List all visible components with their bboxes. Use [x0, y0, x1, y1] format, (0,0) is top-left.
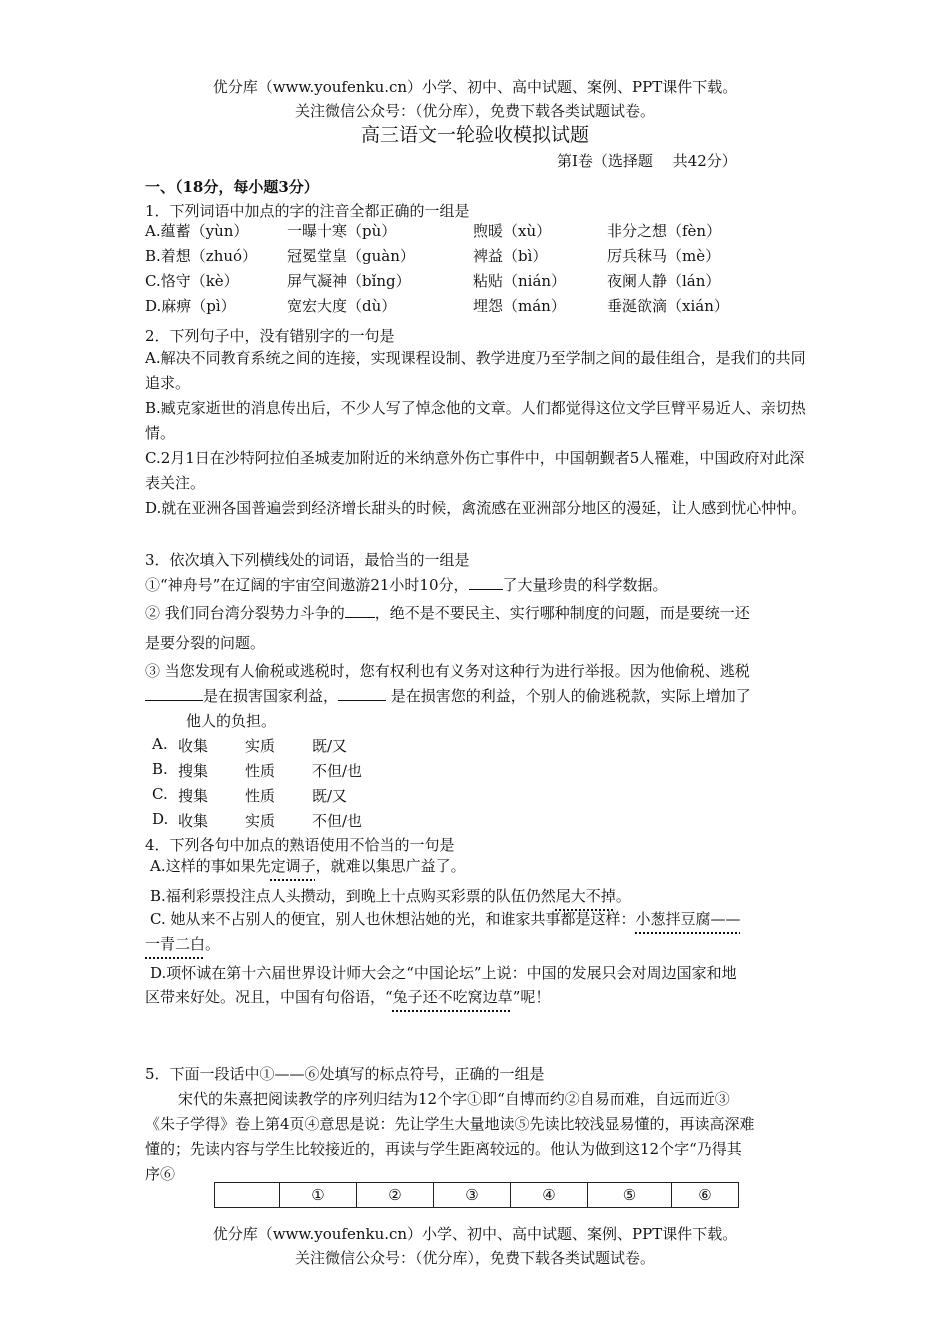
- q1-a-1: A.蕴蓄（yùn）: [145, 222, 249, 240]
- q3-s1-part-b: 了大量珍贵的科学数据。: [502, 576, 668, 594]
- table-cell: [215, 1183, 280, 1208]
- q3-sentence-2: [145, 602, 750, 623]
- q3-blank-1: [469, 589, 503, 590]
- table-cell: ②: [357, 1183, 434, 1208]
- q3-choice-d-3: 不但/也: [312, 812, 363, 830]
- footer-line-2: 关注微信公众号：（优分库），免费下载各类试题试卷。: [294, 1249, 655, 1267]
- q4-a-text-1: A.这样的事如果先: [150, 857, 271, 875]
- q3-blank-4: [338, 700, 386, 701]
- q1-d-4: 垂涎欲滴（xián）: [607, 297, 729, 315]
- q1-d-1: D.麻痹（pì）: [145, 297, 236, 315]
- q1-d-3: 埋怨（mán）: [473, 297, 566, 315]
- q3-choice-a-3: 既/又: [312, 737, 348, 755]
- q4-d-idiom: 兔子还不吃窝边草: [392, 988, 513, 1006]
- q4-option-c: [150, 908, 741, 929]
- q3-choice-a-1: 收集: [178, 737, 209, 755]
- q3-s3-part-b: 是在损害国家利益，: [203, 687, 339, 705]
- q1-a-3: 煦暖（xù）: [473, 222, 552, 240]
- q2-option-d: D.就在亚洲各国普遍尝到经济增长甜头的时候，禽流感在亚洲部分地区的漫延，让人感到忧心忡忡。: [145, 499, 807, 517]
- q3-s3-line-1: ③ 当您发现有人偷税或逃税时，您有权利也有义务对这种行为进行举报。因为他偷税、逃税: [145, 662, 750, 680]
- table-cell: ①: [280, 1183, 357, 1208]
- q5-stem: 5．下面一段话中①——⑥处填写的标点符号，正确的一组是: [145, 1065, 545, 1083]
- q4-d-text-4: ”呢！: [512, 988, 551, 1006]
- table-cell: ⑤: [588, 1183, 672, 1208]
- q1-c-3: 粘贴（nián）: [473, 272, 567, 290]
- header-line-2: 关注微信公众号：（优分库），免费下载各类试题试卷。: [294, 102, 655, 120]
- q5-passage-line-4: 序⑥: [145, 1165, 176, 1183]
- q4-a-text-3: ，就难以集思广益了。: [315, 857, 466, 875]
- q3-blank-3: [145, 700, 203, 701]
- q3-choice-d-2: 实质: [245, 812, 276, 830]
- table-cell: ⑥: [672, 1183, 739, 1208]
- q3-choice-d-label: D.: [152, 810, 169, 828]
- q3-choice-d-1: 收集: [178, 812, 209, 830]
- q2-option-a: A.解决不同教育系统之间的连接，实现课程设制、教学进度乃至学制之间的最佳组合，是我们的共同追求。: [145, 349, 806, 392]
- q5-passage-line-3: 懂的；先读内容与学生比较接近的，再读与学生距离较远的。他认为做到这12个字“乃得其: [145, 1140, 742, 1158]
- q5-passage-line-1: 宋代的朱熹把阅读教学的序列归结为12个字①即“自博而约②自易而难，自远而近③: [178, 1090, 730, 1108]
- page-title: 高三语文一轮验收模拟试题: [360, 124, 589, 146]
- q2-stem: 2．下列句子中，没有错别字的一句是: [145, 327, 395, 345]
- q4-option-b: [150, 885, 631, 906]
- q3-s3-part-c: 是在损害您的利益，个别人的偷逃税款，实际上增加了: [386, 687, 751, 705]
- section-heading: 一、（18分，每小题3分）: [145, 178, 319, 196]
- q5-answer-table: [214, 1182, 739, 1208]
- q3-choice-b-2: 性质: [245, 762, 276, 780]
- q4-c-text-4: 。: [205, 935, 221, 953]
- q3-s2-cont: 是要分裂的问题。: [145, 634, 266, 652]
- q4-option-d-cont: [145, 986, 550, 1007]
- q4-c-text-1: C. 她从来不占别人的便宜，别人也休想沾她的光，和谁家共事都是这样：: [150, 910, 636, 928]
- table-cell: ③: [434, 1183, 511, 1208]
- q3-s3-line-2: [145, 685, 751, 706]
- q4-d-text-2: 区带来好处。况且，中国有句俗语，“: [145, 988, 393, 1006]
- q3-choice-c-2: 性质: [245, 787, 276, 805]
- q3-choice-c-1: 搜集: [178, 787, 209, 805]
- q3-s2-part-a: ② 我们同台湾分裂势力斗争的: [145, 604, 345, 622]
- q1-b-4: 厉兵秣马（mè）: [607, 247, 721, 265]
- q3-choice-a-2: 实质: [245, 737, 276, 755]
- footer-line-1: 优分库（www.youfenku.cn）小学、初中、高中试题、案例、PPT课件下载。: [212, 1225, 738, 1243]
- q3-choice-c-3: 既/又: [312, 787, 348, 805]
- table-row: [215, 1183, 739, 1208]
- q4-stem: 4．下列各句中加点的熟语使用不恰当的一句是: [145, 836, 455, 854]
- q3-s2-part-b: ，绝不是不要民主、实行哪种制度的问题，而是要统一还: [374, 604, 750, 622]
- header-line-1: 优分库（www.youfenku.cn）小学、初中、高中试题、案例、PPT课件下载。: [212, 78, 738, 96]
- q1-c-4: 夜阑人静（lán）: [607, 272, 721, 290]
- q4-b-idiom: 尾大不掉: [555, 887, 616, 905]
- q1-b-1: B.着想（zhuó）: [145, 247, 258, 265]
- q1-d-2: 宽宏大度（dù）: [287, 297, 397, 315]
- q3-choice-b-label: B.: [152, 760, 168, 778]
- q4-option-c-cont: [145, 933, 220, 954]
- q4-option-d: D.项怀诚在第十六届世界设计师大会之“中国论坛”上说：中国的发展只会对周边国家和地: [150, 964, 737, 982]
- q5-passage-line-2: 《朱子学得》卷上第4页④意思是说：先让学生大量地读⑤先读比较浅显易懂的，再读高深难: [145, 1115, 755, 1133]
- page-subtitle: 第Ⅰ卷（选择题 共42分）: [557, 152, 737, 170]
- q1-c-1: C.恪守（kè）: [145, 272, 239, 290]
- q3-blank-2: [345, 617, 375, 618]
- q3-s3-line-3: 他人的负担。: [186, 712, 277, 730]
- q3-choice-c-label: C.: [152, 785, 168, 803]
- q4-c-idiom-2: 一青二白: [145, 935, 206, 953]
- table-cell: ④: [511, 1183, 588, 1208]
- q1-stem: 1．下列词语中加点的字的注音全都正确的一组是: [145, 202, 470, 220]
- q1-a-4: 非分之想（fèn）: [607, 222, 722, 240]
- q3-sentence-1: [145, 574, 668, 595]
- q4-a-idiom: 定调子: [270, 857, 316, 875]
- q3-choice-b-3: 不但/也: [312, 762, 363, 780]
- q4-option-a: [150, 855, 466, 876]
- q2-option-c: C.2月1日在沙特阿拉伯圣城麦加附近的米纳意外伤亡事件中，中国朝觐者5人罹难，中国政府对此深表关注。: [145, 449, 805, 492]
- q2-option-b: B.臧克家逝世的消息传出后，不少人写了悼念他的文章。人们都觉得这位文学巨臂平易近人、亲切热情。: [145, 399, 806, 442]
- q1-a-2: 一曝十寒（pù）: [287, 222, 397, 240]
- q4-b-text-1: B.福利彩票投注点人头攒动，到晚上十点购买彩票的队伍仍然: [150, 887, 556, 905]
- q3-choice-b-1: 搜集: [178, 762, 209, 780]
- q3-s1-part-a: ①“神舟号”在辽阔的宇宙空间遨游21小时10分，: [145, 576, 469, 594]
- q1-c-2: 屏气凝神（bǐng）: [287, 272, 411, 290]
- q4-c-idiom-1: 小葱拌豆腐——: [635, 910, 741, 928]
- q1-b-2: 冠冕堂皇（guàn）: [287, 247, 415, 265]
- q4-b-text-3: 。: [615, 887, 631, 905]
- q3-choice-a-label: A.: [152, 735, 168, 753]
- q3-stem: 3．依次填入下列横线处的词语，最恰当的一组是: [145, 551, 470, 569]
- q1-b-3: 裨益（bì）: [473, 247, 548, 265]
